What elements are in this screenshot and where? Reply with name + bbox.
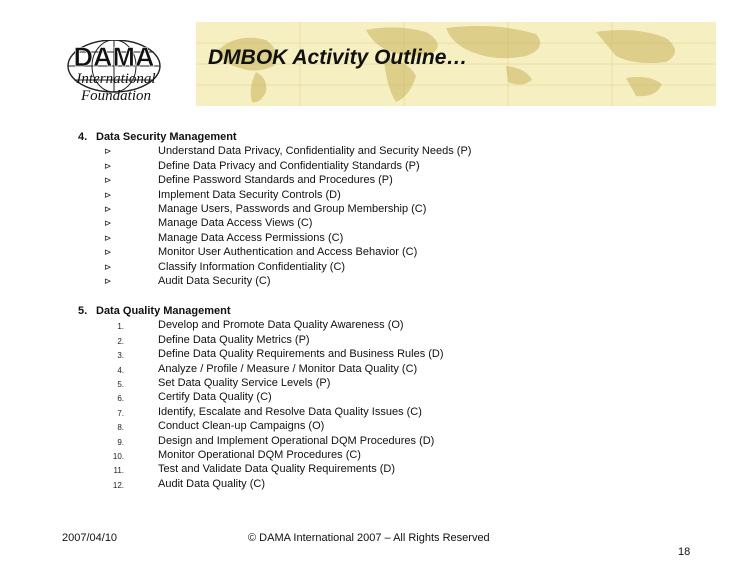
section-number: 4. — [78, 131, 88, 143]
item-number: 1. — [117, 322, 124, 332]
logo-wordmark: DAMA — [73, 42, 155, 72]
item-number: 4. — [117, 365, 124, 375]
arrow-bullet-icon: ⊳ — [104, 160, 112, 171]
item-text: Identify, Escalate and Resolve Data Quality Issues (C) — [158, 405, 422, 418]
section-heading — [78, 304, 230, 318]
bullet-list — [78, 144, 472, 288]
arrow-bullet-icon: ⊳ — [104, 218, 112, 229]
list-item — [78, 173, 393, 187]
list-item — [78, 260, 346, 274]
item-text: Implement Data Security Controls (D) — [158, 188, 341, 201]
item-number: 7. — [117, 408, 124, 418]
item-text: Audit Data Quality (C) — [158, 477, 265, 490]
list-item — [78, 362, 418, 376]
item-text: Classify Information Confidentiality (C) — [158, 260, 346, 273]
dama-logo — [44, 40, 184, 104]
section-data-security — [78, 130, 472, 288]
list-item — [78, 434, 435, 448]
item-number: 10. — [112, 451, 124, 461]
item-text: Monitor Operational DQM Procedures (C) — [158, 448, 361, 461]
item-text: Certify Data Quality (C) — [158, 391, 272, 404]
list-item — [78, 318, 404, 332]
list-item — [78, 202, 427, 216]
item-text: Understand Data Privacy, Confidentiality and Security Needs (P) — [158, 145, 472, 158]
numbered-list — [78, 318, 444, 491]
list-item — [78, 448, 361, 462]
list-item — [78, 405, 422, 419]
item-text: Audit Data Security (C) — [158, 274, 271, 287]
list-item — [78, 144, 472, 158]
arrow-bullet-icon: ⊳ — [104, 261, 112, 272]
arrow-bullet-icon: ⊳ — [104, 247, 112, 258]
item-text: Test and Validate Data Quality Requirements (D) — [158, 463, 396, 476]
globe-logo-icon — [44, 40, 184, 104]
list-item — [78, 477, 265, 491]
arrow-bullet-icon: ⊳ — [104, 275, 112, 286]
section-number: 5. — [78, 305, 88, 317]
item-number: 8. — [117, 423, 124, 433]
item-text: Conduct Clean-up Campaigns (O) — [158, 420, 325, 433]
item-text: Analyze / Profile / Measure / Monitor Data Quality (C) — [158, 362, 418, 375]
item-text: Set Data Quality Service Levels (P) — [158, 376, 331, 389]
item-number: 11. — [113, 466, 124, 476]
list-item — [78, 245, 418, 259]
item-number: 6. — [117, 394, 124, 404]
item-text: Define Password Standards and Procedures (P) — [158, 174, 393, 187]
page-title: DMBOK Activity Outline… — [208, 46, 468, 69]
footer-date: 2007/04/10 — [62, 532, 118, 544]
section-heading — [78, 130, 237, 144]
list-item — [78, 231, 344, 245]
item-number: 2. — [117, 336, 124, 346]
logo-line-foundation: Foundation — [81, 88, 151, 104]
page-number: 18 — [678, 546, 691, 558]
arrow-bullet-icon: ⊳ — [104, 232, 112, 243]
item-text: Manage Users, Passwords and Group Membership (C) — [158, 202, 427, 215]
item-text: Monitor User Authentication and Access Behavior (C) — [158, 246, 418, 259]
item-text: Develop and Promote Data Quality Awareness (O) — [158, 319, 404, 332]
arrow-bullet-icon: ⊳ — [104, 175, 112, 186]
item-number: 3. — [117, 351, 124, 361]
logo-line-international: International — [76, 71, 156, 87]
item-text: Design and Implement Operational DQM Procedures (D) — [158, 434, 435, 447]
list-item — [78, 419, 325, 433]
list-item — [78, 159, 420, 173]
item-text: Manage Data Access Views (C) — [158, 217, 313, 230]
section-title: Data Security Management — [96, 131, 237, 143]
list-item — [78, 216, 313, 230]
section-title: Data Quality Management — [96, 305, 231, 317]
section-data-quality — [78, 304, 444, 491]
list-item — [78, 188, 341, 202]
arrow-bullet-icon: ⊳ — [104, 189, 112, 200]
list-item — [78, 390, 272, 404]
list-item — [78, 333, 310, 347]
item-number: 9. — [117, 437, 124, 447]
arrow-bullet-icon: ⊳ — [104, 146, 112, 157]
list-item — [78, 274, 271, 288]
list-item — [78, 462, 396, 476]
footer-copyright: © DAMA International 2007 – All Rights Reserved — [248, 532, 490, 544]
item-number: 5. — [117, 379, 124, 389]
item-text: Define Data Quality Requirements and Business Rules (D) — [158, 348, 444, 361]
item-text: Manage Data Access Permissions (C) — [158, 231, 344, 244]
item-number: 12. — [112, 480, 124, 490]
list-item — [78, 376, 331, 390]
arrow-bullet-icon: ⊳ — [104, 203, 112, 214]
list-item — [78, 347, 444, 361]
item-text: Define Data Privacy and Confidentiality Standards (P) — [158, 159, 420, 172]
item-text: Define Data Quality Metrics (P) — [158, 333, 310, 346]
